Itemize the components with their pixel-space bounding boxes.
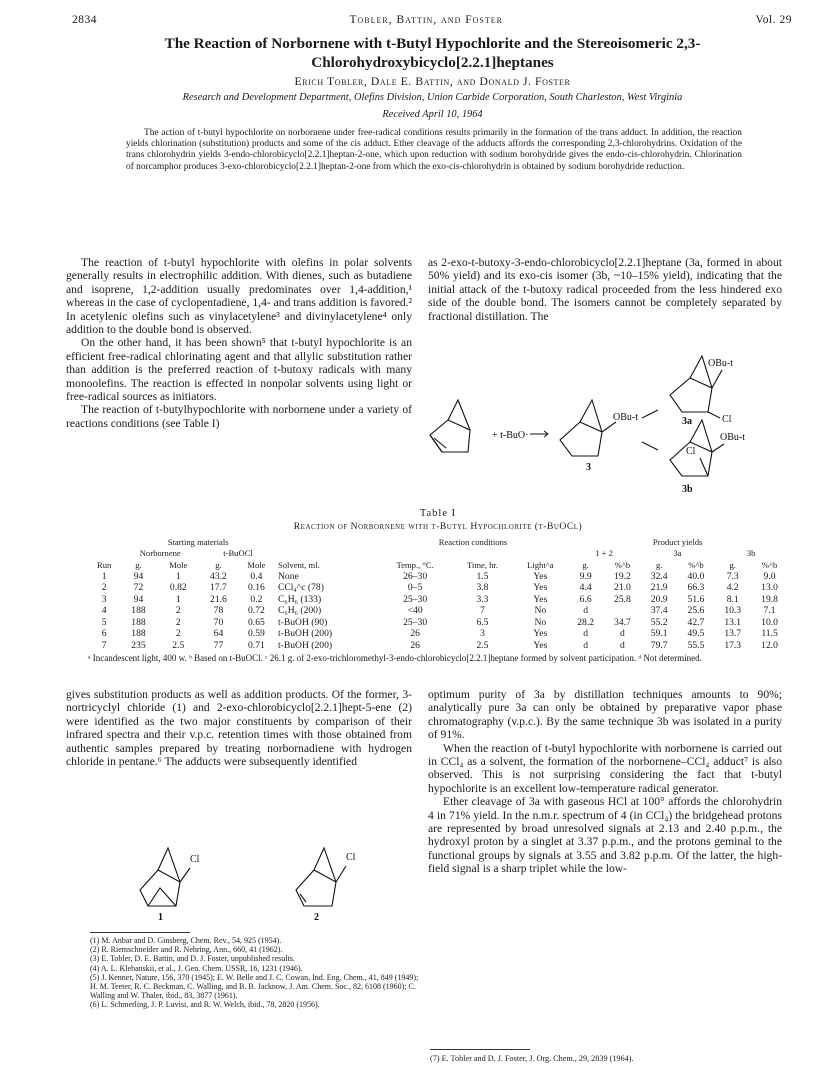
table-cell: None	[277, 570, 299, 582]
compound-number: 3a	[682, 416, 692, 427]
table-1	[88, 508, 788, 664]
table-cell: 2	[101, 582, 107, 594]
table-cell: 21.9	[650, 582, 668, 594]
table-row	[88, 605, 788, 617]
table-cell: 0–5	[407, 582, 423, 594]
table-cell: 28.2	[577, 616, 595, 628]
table-cell: 59.1	[650, 628, 668, 640]
paragraph: When the reaction of t-butyl hypochlorite with norbornene is carried out in CCl₄ as a solvent, the formation of the norbornene–CCl₄ adduct⁷ is also observed. This is not surprising considering the fact that t-butyl hypochlorite is an excellent low-temperature radical generator.	[428, 741, 782, 795]
column-header: Time, hr.	[466, 559, 498, 570]
column-subgroup-header: 3b	[746, 548, 756, 559]
compound-number: 3	[586, 462, 591, 473]
table-footnote: ᵃ Incandescent light, 400 w. ᵇ Based on t-BuOCl. ᶜ 26.1 g. of 2-exo-trichloromethyl-3-endo-chlorobicyclo[2.2.1]heptane formed by solvent participation. ᵈ Not determined.	[88, 653, 702, 663]
compound-2-structure	[296, 848, 346, 906]
table-cell: 77	[213, 639, 224, 651]
table-cell: 1	[175, 570, 181, 582]
table-cell: Yes	[533, 639, 548, 651]
column-header: g.	[215, 559, 222, 570]
column-subgroup-header: Norbornene	[139, 548, 181, 559]
table-cell: 6	[101, 628, 107, 640]
footnote-rule	[430, 1049, 530, 1050]
compound-number: 3b	[682, 484, 693, 495]
column-header: Light^a	[527, 559, 554, 570]
table-cell: No	[534, 616, 547, 628]
column-header: %^b	[761, 559, 778, 570]
table-cell: 70	[213, 616, 224, 628]
table-cell: 66.3	[687, 582, 705, 594]
table-row	[88, 594, 788, 606]
table-cell: 9.0	[763, 570, 776, 582]
table-cell: 51.6	[687, 593, 705, 605]
table-cell: 13.0	[761, 582, 778, 594]
table-cell: 40.0	[687, 570, 705, 582]
table-cell: 9.9	[579, 570, 592, 582]
paragraph: Ether cleavage of 3a with gaseous HCl at 100° affords the chlorohydrin 4 in 71% yield. In the n.m.r. spectrum of 4 (in CCl₄) the bridgehead protons are represented by broad unresolved signals at 2.13 and 2.40 p.p.m., the hydroxyl proton by a singlet at 3.37 p.p.m., and the protons geminal to the functional groups by signals at 3.55 and 3.82 p.p.m. Of the latter, the high-field signal is a sharp triplet while the low-	[428, 795, 782, 876]
table-cell	[604, 605, 641, 617]
table-cell: 25–30	[403, 593, 428, 605]
data-table	[88, 536, 788, 651]
compound-1-structure	[140, 848, 190, 906]
table-cell: 7.1	[763, 605, 776, 617]
paragraph: The reaction of t-butylhypochlorite with norbornene under a variety of reactions conditions (see Table I)	[66, 403, 412, 430]
reference-item: (5) J. Kenner, Nature, 156, 370 (1945); E. W. Belle and J. C. Cowan, Ind. Eng. Chem., 41, 849 (1949); H. M. Teeter, R. C. Beckman, C. Walling, and B. B. Jacknow, J. Am. Chem. Soc., 82, 6108 (1960); C. Walling and W. Thaler, ibid., 83, 3877 (1961).	[90, 972, 419, 1001]
compound-number: 2	[314, 912, 319, 923]
table-cell: 4	[101, 605, 107, 617]
table-cell: 3.8	[476, 582, 489, 594]
table-title: Reaction of Norbornene with t-Butyl Hypochlorite (t-BuOCl)	[293, 521, 583, 532]
table-cell: 94	[133, 570, 144, 582]
table-cell: 0.59	[248, 628, 265, 640]
intermediate-3-structure	[560, 400, 616, 456]
table-row	[88, 571, 788, 583]
table-cell: 8.1	[726, 593, 739, 605]
table-cell: 6.5	[476, 616, 489, 628]
reference-7	[430, 1054, 780, 1063]
table-cell: 3	[101, 593, 107, 605]
abstract-text: The action of t-butyl hypochlorite on norbornene under free-radical conditions results primarily in the formation of the trans adduct. In addition, the reaction yields chlorination (substitution) products and some of the cis adduct. Ether cleavage of the adducts affords the corresponding 2,3-chlorohydrins. Oxidation of the trans chlorohydrin yields 3-endo-chlorobicyclo[2.2.1]heptan-2-one, which upon reduction with sodium borohydride gives the endo-cis-chlorohydrin. Chlorination of norcamphor produces 3-exo-chlorobicyclo[2.2.1]heptan-2-one from which the exo-cis-chlorohydrin is obtained by sodium borohydride reduction.	[126, 128, 742, 172]
structure-label: Cl	[190, 854, 200, 865]
structure-label: Cl	[346, 852, 356, 863]
table-cell: 0.65	[248, 616, 265, 628]
column-header-row	[88, 559, 788, 571]
table-cell: 10.0	[761, 616, 778, 628]
paragraph: On the other hand, it has been shown⁵ that t-butyl hypochlorite is an efficient free-radical chlorinating agent and that allylic substitution rather than addition is the preferred reaction of t-butoxy radicals with many monoolefins. The reaction is effected in nonpolar solvents using light or free-radical sources as initiators.	[66, 336, 412, 404]
table-cell: d	[583, 605, 589, 617]
table-cell: Yes	[533, 628, 548, 640]
paragraph: optimum purity of 3a by distillation techniques amounts to 90%; analytically pure 3a can only be obtained by preparative vapor phase chromatography (v.p.c.). By the same technique 3b was isolated in a purity of 91%.	[428, 688, 782, 742]
abstract	[126, 128, 742, 173]
table-cell: 19.8	[761, 593, 778, 605]
table-cell: Yes	[533, 582, 548, 594]
table-cell: 2.5	[172, 639, 185, 651]
table-cell: 17.7	[210, 582, 227, 594]
table-row	[88, 640, 788, 652]
table-cell: 2.5	[476, 639, 489, 651]
table-cell: 25.6	[687, 605, 705, 617]
table-cell: 5	[101, 616, 107, 628]
table-cell: 26	[410, 639, 420, 651]
table-cell: 0.71	[248, 639, 265, 651]
running-title: Tobler, Battin, and Foster	[349, 14, 503, 26]
column-left-bottom	[66, 688, 412, 826]
table-cell: 235	[131, 639, 146, 651]
table-cell: 25.8	[614, 593, 631, 605]
table-cell: 20.9	[650, 593, 668, 605]
table-cell: 7	[480, 605, 485, 617]
table-cell: d	[583, 639, 589, 651]
column-header: Solvent, ml.	[277, 559, 320, 570]
table-cell: 49.5	[687, 628, 705, 640]
table-cell: 0.16	[248, 582, 265, 594]
table-cell: 17.3	[724, 639, 742, 651]
received-date: Received April 10, 1964	[382, 109, 483, 120]
scheme-label: OBu-t	[720, 432, 745, 443]
arrow-icon	[642, 410, 658, 418]
table-cell: Yes	[533, 570, 548, 582]
table-cell: 188	[131, 616, 146, 628]
volume-label: Vol. 29	[755, 14, 792, 26]
scheme-label: OBu-t	[613, 412, 638, 423]
table-cell: 34.7	[614, 616, 631, 628]
references	[90, 932, 420, 1010]
reference-item: (7) E. Tobler and D. J. Foster, J. Org. Chem., 29, 2839 (1964).	[430, 1054, 634, 1063]
table-cell: 10.3	[724, 605, 742, 617]
table-cell: 55.2	[650, 616, 668, 628]
column-header: Mole	[169, 559, 188, 570]
table-cell: 26–30	[403, 570, 428, 582]
table-cell: 0.4	[250, 570, 263, 582]
column-header: Mole	[247, 559, 266, 570]
column-group-header: Reaction conditions	[438, 536, 508, 547]
table-cell: CCl₄^c (78)	[277, 582, 324, 594]
table-cell: 37.4	[650, 605, 668, 617]
structures-1-2	[110, 838, 390, 924]
table-cell: 6.6	[579, 593, 592, 605]
table-cell: 0.2	[250, 593, 263, 605]
table-cell: 32.4	[650, 570, 668, 582]
table-cell: 3	[480, 628, 485, 640]
column-group-header: Starting materials	[167, 536, 229, 547]
reference-item: (6) L. Schmerling, J. P. Luvisi, and R. W. Welch, ibid., 78, 2820 (1956).	[90, 1000, 320, 1010]
table-cell: 7.3	[726, 570, 739, 582]
table-cell: Yes	[533, 593, 548, 605]
table-caption: Table I	[419, 508, 457, 519]
column-header: g.	[582, 559, 589, 570]
paragraph: gives substitution products as well as addition products. Of the former, 3-nortricyclyl chloride (1) and 2-exo-chlorobicyclo[2.2.1]hept-5-ene (2) were identified as the two major constituents by comparison of their infrared spectra and their v.p.c. retention times with those obtained from authentic samples prepared by treating norbornadiene with hydrogen chloride in pentane.⁶ The adducts were subsequently identified	[66, 688, 412, 769]
article-affiliation: Research and Development Department, Olefins Division, Union Carbide Corporation, South Charleston, West Virginia	[182, 92, 683, 103]
table-cell: 55.5	[687, 639, 705, 651]
table-cell: 21.0	[614, 582, 631, 594]
paragraph: as 2-exo-t-butoxy-3-endo-chlorobicyclo[2.2.1]heptane (3a, formed in about 50% yield) and its exo-cis isomer (3b, ~10–15% yield), indicating that the initial attack of the t-butoxy radical proceeded from the less hindered exo side of the double bond. The isomers cannot be completely separated by fractional distillation. The	[428, 256, 782, 323]
article-authors: Erich Tobler, Dale E. Battin, and Donald J. Foster	[294, 75, 571, 88]
table-cell: t-BuOH (200)	[277, 628, 333, 640]
compound-number: 1	[158, 912, 163, 923]
page-number: 2834	[72, 14, 97, 26]
table-cell: d	[583, 628, 589, 640]
table-row	[88, 628, 788, 640]
reference-item: (2) R. Riemschneider and R. Nehring, Ann., 660, 41 (1962).	[90, 945, 283, 955]
table-cell: 21.6	[210, 593, 227, 605]
table-cell: t-BuOH (200)	[277, 639, 333, 651]
scheme-label: Cl	[722, 414, 732, 425]
column-header: %^b	[614, 559, 631, 570]
table-cell: 7	[101, 639, 107, 651]
table-cell: 42.7	[687, 616, 705, 628]
reference-item: (3) E. Tobler, D. E. Battin, and D. J. Foster, unpublished results.	[90, 954, 295, 964]
footnote-rule	[90, 932, 190, 933]
table-cell: 12.0	[761, 639, 778, 651]
table-cell: 79.7	[650, 639, 668, 651]
column-header: g.	[729, 559, 736, 570]
table-cell: 2	[175, 605, 181, 617]
arrow-icon	[530, 431, 548, 437]
compound-3b-structure	[670, 420, 724, 476]
column-header: g.	[135, 559, 142, 570]
table-cell: 1.5	[476, 570, 489, 582]
table-cell: 2	[175, 616, 181, 628]
column-left-top	[66, 256, 412, 430]
column-header: g.	[655, 559, 663, 570]
table-cell: 78	[213, 605, 224, 617]
column-subgroup-header: 3a	[673, 548, 682, 559]
table-cell: 13.7	[724, 628, 742, 640]
column-right-bottom	[428, 688, 782, 876]
table-cell: 188	[131, 628, 146, 640]
table-cell: <40	[407, 605, 423, 617]
reference-item: (4) A. L. Klebanskii, et al., J. Gen. Chem. USSR, 16, 1231 (1946).	[90, 963, 303, 973]
column-header: %^b	[688, 559, 704, 570]
table-cell: 0.72	[248, 605, 265, 617]
running-header	[72, 14, 792, 30]
table-row	[88, 582, 788, 594]
table-cell: 11.5	[761, 628, 778, 640]
table-cell: 2	[175, 628, 181, 640]
table-cell: 4.2	[726, 582, 739, 594]
scheme-reagent: + t-BuO·	[492, 430, 529, 441]
paragraph: The reaction of t-butyl hypochlorite with olefins in polar solvents generally results in electrophilic addition. With dienes, such as butadiene and isoprene, 1,2-addition usually predominates over 1,4-addition,¹ whereas in the case of cyclopentadiene, 1,4- and trans addition is favored.² In acetylenic olefins such as vinylacetylene³ and divinylacetylene⁴ only addition to the double bond is observed.	[66, 256, 413, 337]
table-row	[88, 617, 788, 629]
table-cell: 3.3	[476, 593, 489, 605]
table-cell: C₆H₆ (200)	[277, 605, 322, 617]
table-cell: 0.82	[169, 582, 187, 594]
reference-item: (1) M. Anbar and D. Ginsberg, Chem. Rev., 54, 925 (1954).	[90, 936, 282, 945]
scheme-label: OBu-t	[708, 358, 733, 369]
norbornene-structure	[430, 400, 470, 452]
table-cell: d	[620, 628, 625, 640]
scheme-label: Cl	[686, 446, 696, 457]
table-cell: 64	[213, 628, 224, 640]
reaction-scheme	[420, 340, 800, 500]
table-cell: 94	[133, 593, 144, 605]
table-cell: 4.4	[579, 582, 592, 594]
column-header: Run	[97, 559, 112, 570]
table-cell: 72	[133, 582, 144, 594]
column-subgroup-header: t-BuOCl	[223, 548, 253, 559]
table-cell: 43.2	[210, 570, 227, 582]
column-header: Temp., °C.	[396, 559, 434, 570]
table-cell: C₆H₆ (133)	[277, 593, 322, 605]
column-subgroup-header: 1 + 2	[595, 548, 613, 559]
table-cell: 1	[175, 593, 181, 605]
column-group-header: Product yields	[652, 536, 703, 547]
arrow-icon	[642, 442, 658, 450]
table-cell: d	[620, 639, 625, 651]
table-cell: 188	[131, 605, 146, 617]
table-cell: 19.2	[614, 570, 631, 582]
table-cell: t-BuOH (90)	[277, 616, 328, 628]
table-cell: 26	[410, 628, 420, 640]
table-body	[88, 571, 788, 652]
table-cell: 1	[101, 570, 107, 582]
table-cell: 25–30	[403, 616, 428, 628]
article-title: The Reaction of Norbornene with t-Butyl Hypochlorite and the Stereoisomeric 2,3-Chlorohydroxybicyclo[2.2.1]heptanes	[164, 35, 701, 71]
table-cell: No	[534, 605, 547, 617]
table-cell: 13.1	[724, 616, 742, 628]
